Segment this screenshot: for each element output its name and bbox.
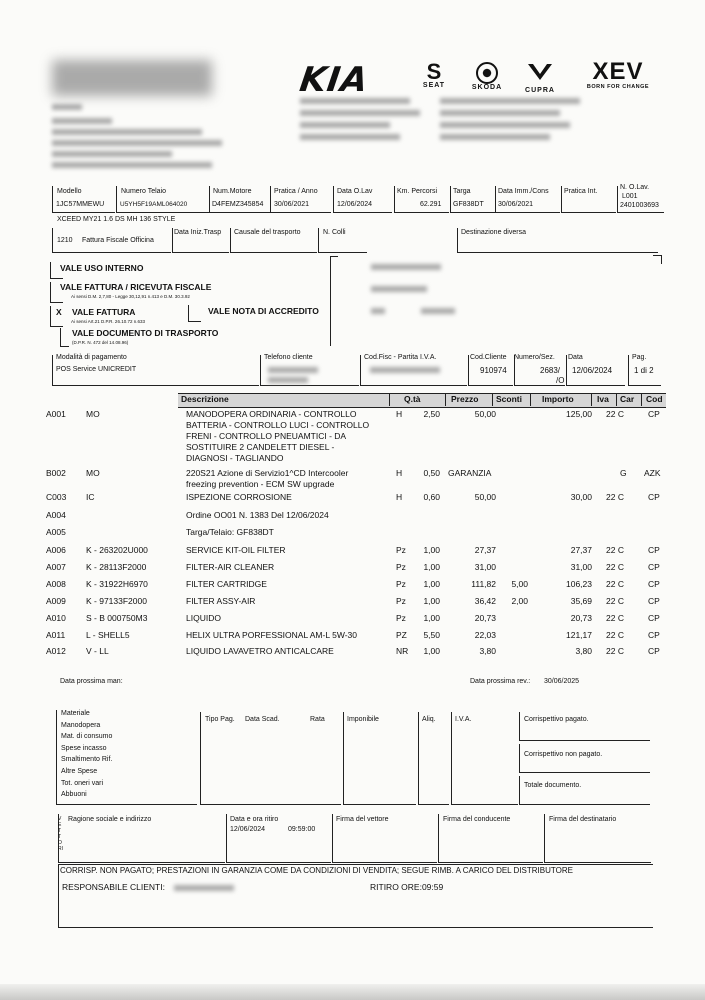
row-iva: 22 C	[606, 409, 624, 419]
codcliente-value: 910974	[480, 366, 507, 375]
row-cod: CP	[648, 630, 660, 640]
vale-nota-bracket[interactable]	[188, 305, 201, 322]
tipo-pag-label: Tipo Pag.	[205, 716, 235, 723]
row-qty: 0,50	[423, 468, 440, 478]
row-amount: 3,80	[575, 646, 592, 656]
pag-label: Pag.	[632, 354, 647, 361]
row-price: 36,42	[474, 596, 496, 606]
row-description: ISPEZIONE CORROSIONE	[186, 492, 292, 502]
row-id: A011	[46, 630, 66, 640]
col-descrizione: Descrizione	[181, 394, 229, 404]
row-qty: 1,00	[423, 596, 440, 606]
row-id: A004	[46, 510, 66, 520]
kia-logo: KIA	[297, 60, 372, 100]
vettori-label: VETTORI	[58, 816, 63, 852]
cost-item: Spese incasso	[61, 744, 107, 752]
row-iva: 22 C	[606, 613, 624, 623]
corrispettivo-non-pagato: Corrispettivo non pagato.	[524, 751, 603, 758]
ragione-sociale-label: Ragione sociale e indirizzo	[68, 816, 152, 823]
responsabile-value	[174, 885, 234, 891]
col-car: Car	[620, 394, 635, 404]
col-divider	[641, 393, 642, 406]
row-cod: CP	[648, 562, 660, 572]
telefono-value	[268, 367, 318, 373]
km-label: Km. Percorsi	[397, 188, 438, 195]
km-value: 62.291	[420, 201, 442, 208]
telaio-value: U5YH5F19AML064020	[120, 201, 188, 208]
row-description: LIQUIDO	[186, 613, 221, 623]
prossima-rev-value: 30/06/2025	[544, 678, 580, 685]
row-amount: 20,73	[570, 613, 592, 623]
row-price: GARANZIA	[448, 468, 492, 478]
row-qty: 2,50	[423, 409, 440, 419]
causale-label: Causale del trasporto	[234, 229, 301, 236]
row-description: 220S21 Azione di Servizio1^CD Intercooler	[186, 468, 349, 478]
row-code: L - SHELL5	[86, 630, 130, 640]
row-id: B002	[46, 468, 66, 478]
targa-value: GF838DT	[453, 201, 484, 208]
xev-logo: XEV BORN FOR CHANGE	[586, 58, 650, 90]
row-cod: CP	[648, 409, 660, 419]
row-description: SERVICE KIT-OIL FILTER	[186, 545, 286, 555]
numsez-value-2: /O	[556, 376, 565, 385]
cupra-icon	[526, 62, 554, 82]
vale-trasporto: VALE DOCUMENTO DI TRASPORTO	[72, 328, 219, 338]
cupra-logo: CUPRA	[515, 62, 565, 94]
corrispettivo-pagato: Corrispettivo pagato.	[524, 716, 589, 723]
row-description: MANODOPERA ORDINARIA - CONTROLLO	[186, 409, 357, 419]
destinazione-label: Destinazione diversa	[461, 229, 526, 236]
row-cod: CP	[648, 613, 660, 623]
data-ritiro-value: 12/06/2024	[230, 826, 266, 833]
row-iva: 22 C	[606, 630, 624, 640]
row-unit: Pz	[396, 596, 406, 606]
row-code: K - 31922H6970	[86, 579, 148, 589]
row-description: FILTER-AIR CLEANER	[186, 562, 275, 572]
row-code: V - LL	[86, 646, 109, 656]
dealer-address	[52, 104, 252, 174]
row-amount: 31,00	[570, 562, 592, 572]
col-cod: Cod	[646, 394, 663, 404]
colli-label: N. Colli	[323, 229, 346, 236]
telaio-label: Numero Telaio	[121, 188, 167, 195]
row-cod: CP	[648, 579, 660, 589]
row-amount: 106,23	[566, 579, 592, 589]
data-iniz-label: Data Iniz.Trasp	[174, 229, 222, 236]
vale-fattura-ricevuta-sub: Ai sensi D.M. 2,7,80 - Legge 30,12,91 n.413 e D.M. 30.3.92	[71, 294, 190, 299]
row-description: LIQUIDO LAVAVETRO ANTICALCARE	[186, 646, 334, 656]
dealer-info-middle	[300, 98, 430, 158]
row-id: A010	[46, 613, 66, 623]
col-divider	[591, 393, 592, 406]
col-iva: Iva	[597, 394, 609, 404]
prossima-rev-label: Data prossima rev.:	[470, 678, 531, 685]
row-qty: 1,00	[423, 613, 440, 623]
vale-trasporto-sub: (D.P.R. N. 472 del 14.08.96)	[72, 340, 129, 345]
row-cod: AZK	[644, 468, 661, 478]
row-description: freezing prevention - ECM SW upgrade	[186, 479, 335, 489]
nolav-value-2: 2401003693	[620, 202, 659, 209]
row-cod: CP	[648, 646, 660, 656]
col-qta: Q.tà	[404, 394, 421, 404]
telefono-value-2	[268, 377, 308, 383]
seat-logo: S SEAT	[422, 59, 446, 89]
pag-value: 1 di 2	[634, 366, 654, 375]
data-value: 12/06/2024	[572, 366, 613, 375]
x-mark: X	[56, 307, 62, 317]
vehicle-description: XCEED MY21 1.6 DS MH 136 STYLE	[57, 216, 176, 223]
row-description: SOSTITUIRE 2 CANDELETT DIESEL -	[186, 442, 335, 452]
row-price: 27,37	[474, 545, 496, 555]
vale-trasporto-bracket[interactable]	[60, 328, 69, 347]
row-discount: 2,00	[511, 596, 528, 606]
prossima-man-label: Data prossima man:	[60, 678, 123, 685]
row-cod: CP	[648, 596, 660, 606]
nolav-value-1: L001	[622, 193, 638, 200]
row-id: A005	[46, 527, 66, 537]
row-qty: 5,50	[423, 630, 440, 640]
vale-fattura: VALE FATTURA	[72, 307, 136, 317]
row-code: S - B 000750M3	[86, 613, 148, 623]
pratica-int-label: Pratica Int.	[564, 188, 598, 195]
row-id: C003	[46, 492, 67, 502]
iva-box	[451, 712, 518, 805]
col-divider	[492, 393, 493, 406]
col-prezzo: Prezzo	[451, 394, 479, 404]
row-price: 20,73	[474, 613, 496, 623]
col-sconti: Sconti	[496, 394, 522, 404]
modello-label: Modello	[57, 188, 82, 195]
row-code: IC	[86, 492, 95, 502]
row-amount: 30,00	[570, 492, 592, 502]
cost-item: Altre Spese	[61, 768, 98, 775]
row-amount: 121,17	[566, 630, 592, 640]
firma-conducente: Firma del conducente	[443, 816, 511, 823]
scan-edge	[0, 984, 705, 1000]
row-unit: Pz	[396, 562, 406, 572]
modalita-value: POS Service UNICREDIT	[56, 366, 137, 373]
row-code: MO	[86, 468, 100, 478]
row-unit: PZ	[396, 630, 407, 640]
totale-documento: Totale documento.	[524, 782, 582, 789]
vale-uso-interno: VALE USO INTERNO	[60, 263, 144, 273]
data-olav-label: Data O.Lav	[337, 188, 373, 195]
ritiro-ore: RITIRO ORE:09:59	[370, 882, 444, 892]
pratica-value: 30/06/2021	[274, 201, 310, 208]
row-amount: 35,69	[570, 596, 592, 606]
cost-item: Materiale	[61, 710, 90, 717]
firma-destinatario: Firma del destinatario	[549, 816, 617, 823]
firma-vettore: Firma del vettore	[336, 816, 389, 823]
cost-item: Abbuoni	[61, 791, 87, 799]
row-unit: Pz	[396, 545, 406, 555]
row-discount: 5,00	[511, 579, 528, 589]
row-amount: 27,37	[570, 545, 592, 555]
data-ritiro-label: Data e ora ritiro	[230, 816, 279, 823]
rate-box	[200, 712, 341, 805]
row-description: Ordine OO01 N. 1383 Del 12/06/2024	[186, 510, 329, 520]
row-price: 22,03	[474, 630, 496, 640]
row-unit: H	[396, 468, 403, 478]
row-code: MO	[86, 409, 100, 419]
row-description: BATTERIA - CONTROLLO LUCI - CONTROLLO	[186, 420, 370, 430]
row-unit: NR	[396, 646, 409, 656]
row-amount: 125,00	[566, 409, 592, 419]
row-iva: 22 C	[606, 545, 624, 555]
row-price: 50,00	[474, 492, 496, 502]
codfisc-label: Cod.Fisc - Partita I.V.A.	[364, 354, 437, 361]
imponibile-box	[343, 712, 416, 805]
table-header	[178, 393, 666, 408]
row-code: K - 97133F2000	[86, 596, 147, 606]
nolav-label: N. O.Lav.	[620, 184, 650, 191]
cost-item: Mat. di consumo	[61, 733, 113, 741]
row-description: FILTER ASSY-AIR	[186, 596, 256, 606]
vale-nota-accredito: VALE NOTA DI ACCREDITO	[208, 306, 319, 316]
targa-label: Targa	[453, 188, 471, 195]
nota-text: CORRISP. NON PAGATO; PRESTAZIONI IN GARANZIA COME DA CONDIZIONI DI VENDITA; SEGUE RIMB. A CARICO DEL DISTRIBUTORE	[60, 866, 573, 875]
row-description: Targa/Telaio: GF838DT	[186, 527, 274, 537]
row-unit: Pz	[396, 579, 406, 589]
motore-label: Num.Motore	[213, 188, 252, 195]
cost-item: Smaltimento Rif.	[61, 756, 113, 764]
row-qty: 0,60	[423, 492, 440, 502]
row-description: FRENI - CONTROLLO PNEUAMTICI - DA	[186, 431, 347, 441]
rata-label: Rata	[310, 716, 325, 723]
doc-type-desc: Fattura Fiscale Officina	[82, 237, 154, 244]
row-iva: 22 C	[606, 492, 624, 502]
dealer-logo	[52, 60, 212, 96]
row-qty: 1,00	[423, 562, 440, 572]
aliq-label: Aliq.	[422, 716, 436, 723]
row-iva: 22 C	[606, 579, 624, 589]
customer-box	[330, 256, 661, 346]
numsez-label: Numero/Sez.	[514, 354, 555, 361]
totale-documento-box	[519, 776, 650, 805]
row-cod: CP	[648, 545, 660, 555]
row-iva: 22 C	[606, 562, 624, 572]
modello-value: 1JC57MMEWU	[56, 201, 105, 208]
codcliente-label: Cod.Cliente	[470, 354, 507, 361]
row-qty: 1,00	[423, 579, 440, 589]
row-id: A012	[46, 646, 66, 656]
corrispettivo-non-pagato-box	[519, 744, 650, 773]
col-divider	[530, 393, 531, 406]
row-id: A006	[46, 545, 66, 555]
row-unit: Pz	[396, 613, 406, 623]
data-label: Data	[568, 354, 583, 361]
row-cod: CP	[648, 492, 660, 502]
data-imm-value: 30/06/2021	[498, 201, 534, 208]
data-olav-value: 12/06/2024	[337, 201, 373, 208]
row-qty: 1,00	[423, 646, 440, 656]
row-iva: 22 C	[606, 646, 624, 656]
row-description: FILTER CARTRIDGE	[186, 579, 267, 589]
row-id: A009	[46, 596, 66, 606]
row-code: K - 28113F2000	[86, 562, 147, 572]
row-price: 111,82	[471, 579, 496, 589]
col-divider	[389, 393, 390, 406]
row-description: HELIX ULTRA PORFESSIONAL AM-L 5W-30	[186, 630, 357, 640]
telefono-label: Telefono cliente	[264, 354, 313, 361]
col-divider	[445, 393, 446, 406]
dealer-info-right	[440, 98, 590, 158]
col-divider	[616, 393, 617, 406]
row-qty: 1,00	[423, 545, 440, 555]
responsabile-label: RESPONSABILE CLIENTI:	[62, 882, 165, 892]
numsez-value-1: 2683/	[540, 366, 561, 375]
doc-type-code: 1210	[57, 237, 73, 244]
codfisc-value	[370, 367, 440, 373]
imponibile-label: Imponibile	[347, 716, 379, 723]
row-id: A008	[46, 579, 66, 589]
row-price: 50,00	[474, 409, 496, 419]
data-imm-label: Data Imm./Cons	[498, 188, 549, 195]
cost-item: Tot. oneri vari	[61, 779, 104, 787]
pratica-label: Pratica / Anno	[274, 188, 318, 195]
modalita-label: Modalità di pagamento	[56, 354, 127, 361]
motore-value: D4FEMZ345854	[212, 201, 264, 208]
row-iva: 22 C	[606, 596, 624, 606]
row-iva: G	[620, 468, 627, 478]
vale-fattura-sub: Ai sensi Art.21 D.P.R. 26.10.72 n.633	[71, 319, 145, 324]
data-scad-label: Data Scad.	[245, 716, 280, 723]
ora-ritiro-value: 09:59:00	[288, 826, 316, 833]
row-price: 31,00	[474, 562, 496, 572]
cost-item: Manodopera	[61, 721, 101, 729]
col-importo: Importo	[542, 394, 574, 404]
skoda-logo: SKODA	[462, 62, 512, 91]
row-code: K - 263202U000	[86, 545, 148, 555]
row-unit: H	[396, 409, 403, 419]
row-id: A001	[46, 409, 66, 419]
row-id: A007	[46, 562, 66, 572]
row-unit: H	[396, 492, 403, 502]
aliq-box	[418, 712, 449, 805]
row-description: DIAGNOSI - TAGLIANDO	[186, 453, 284, 463]
iva-label: I.V.A.	[455, 716, 472, 723]
vale-fattura-ricevuta: VALE FATTURA / RICEVUTA FISCALE	[60, 282, 212, 292]
row-price: 3,80	[479, 646, 496, 656]
